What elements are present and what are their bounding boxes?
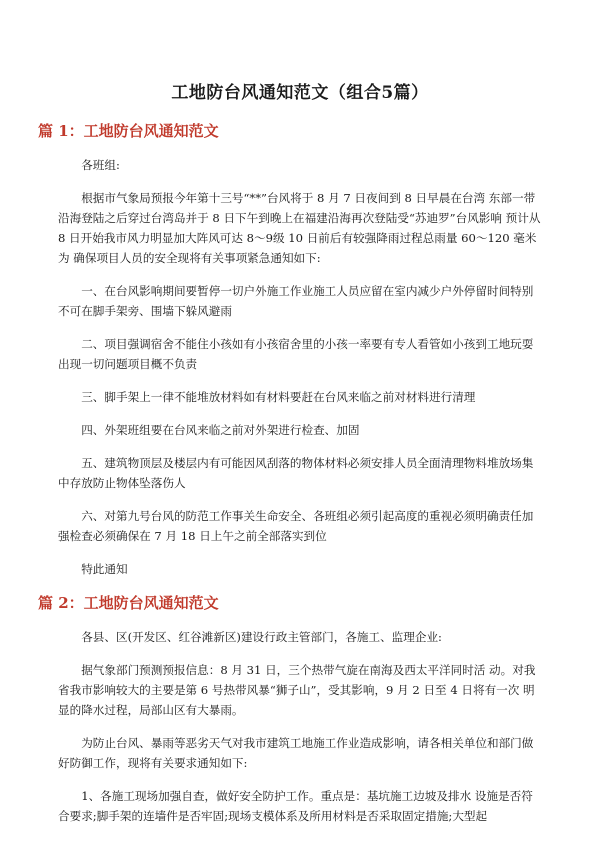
section-1-item: 二、项目强调宿舍不能住小孩如有小孩宿舍里的小孩一率要有专人看管如小孩到工地玩耍出现一切问题项目概不负责 — [58, 337, 534, 371]
document-title: 工地防台风通知范文（组合5篇） — [171, 83, 429, 103]
section-1-item: 三、脚手架上一律不能堆放材料如有材料要赶在台风来临之前对材料进行清理 — [81, 390, 476, 404]
section-2-item: 1、各施工现场加强自查，做好安全防护工作。重点是：基坑施工边坡及排水 设施是否符合要求;脚手架的连墙件是否牢固;现场支模体系及所用材料是否采取固定措施;大型起 — [58, 789, 533, 823]
section-1-item: 六、对第九号台风的防范工作事关生命安全、各班组必须引起高度的重视必须明确责任加强检查必须确保在 7 月 18 日上午之前全部落实到位 — [58, 509, 534, 543]
section-1-item: 一、在台风影响期间要暂停一切户外施工作业施工人员应留在室内减少户外停留时间特别不可在脚手架旁、围墙下躲风避雨 — [58, 284, 534, 318]
section-1-item: 四、外架班组要在台风来临之前对外架进行检查、加固 — [81, 423, 360, 437]
section-2-forecast: 据气象部门预测预报信息：8 月 31 日，三个热带气旋在南海及西太平洋同时活 动。对我省我市影响较大的主要是第 6 号热带风暴“狮子山”，受其影响，9 月 2 日至 4 日将有一次 明显的降水过程，局部山区有大暴雨。 — [58, 663, 536, 717]
section-1-item: 五、建筑物顶层及楼层内有可能因风刮落的物体材料必须安排人员全面清理物料堆放场集中存放防止物体坠落伤人 — [58, 456, 534, 490]
section-1-intro: 根据市气象局预报今年第十三号“**”台风将于 8 月 7 日夜间到 8 日早晨在台湾 东部一带沿海登陆之后穿过台湾岛并于 8 日下午到晚上在福建沿海再次登陆受“苏迪罗”台风影响 预计从 8 日开始我市风力明显加大阵风可达 8～9级 10 日前后有较强降雨过程总雨量 60～120 毫米为 确保项目人员的安全现将有关事项紧急通知如下: — [58, 191, 541, 265]
section-1-greeting: 各班组: — [81, 158, 120, 172]
section-2-heading: 篇 2：工地防台风通知范文 — [38, 594, 219, 612]
section-2-greeting: 各县、区(开发区、红谷滩新区)建设行政主管部门，各施工、监理企业: — [81, 630, 442, 644]
section-1-closing: 特此通知 — [81, 562, 128, 576]
section-1-heading: 篇 1：工地防台风通知范文 — [38, 122, 219, 140]
section-2-purpose: 为防止台风、暴雨等恶劣天气对我市建筑工地施工作业造成影响，请各相关单位和部门做好防御工作，现将有关要求通知如下: — [58, 736, 534, 770]
